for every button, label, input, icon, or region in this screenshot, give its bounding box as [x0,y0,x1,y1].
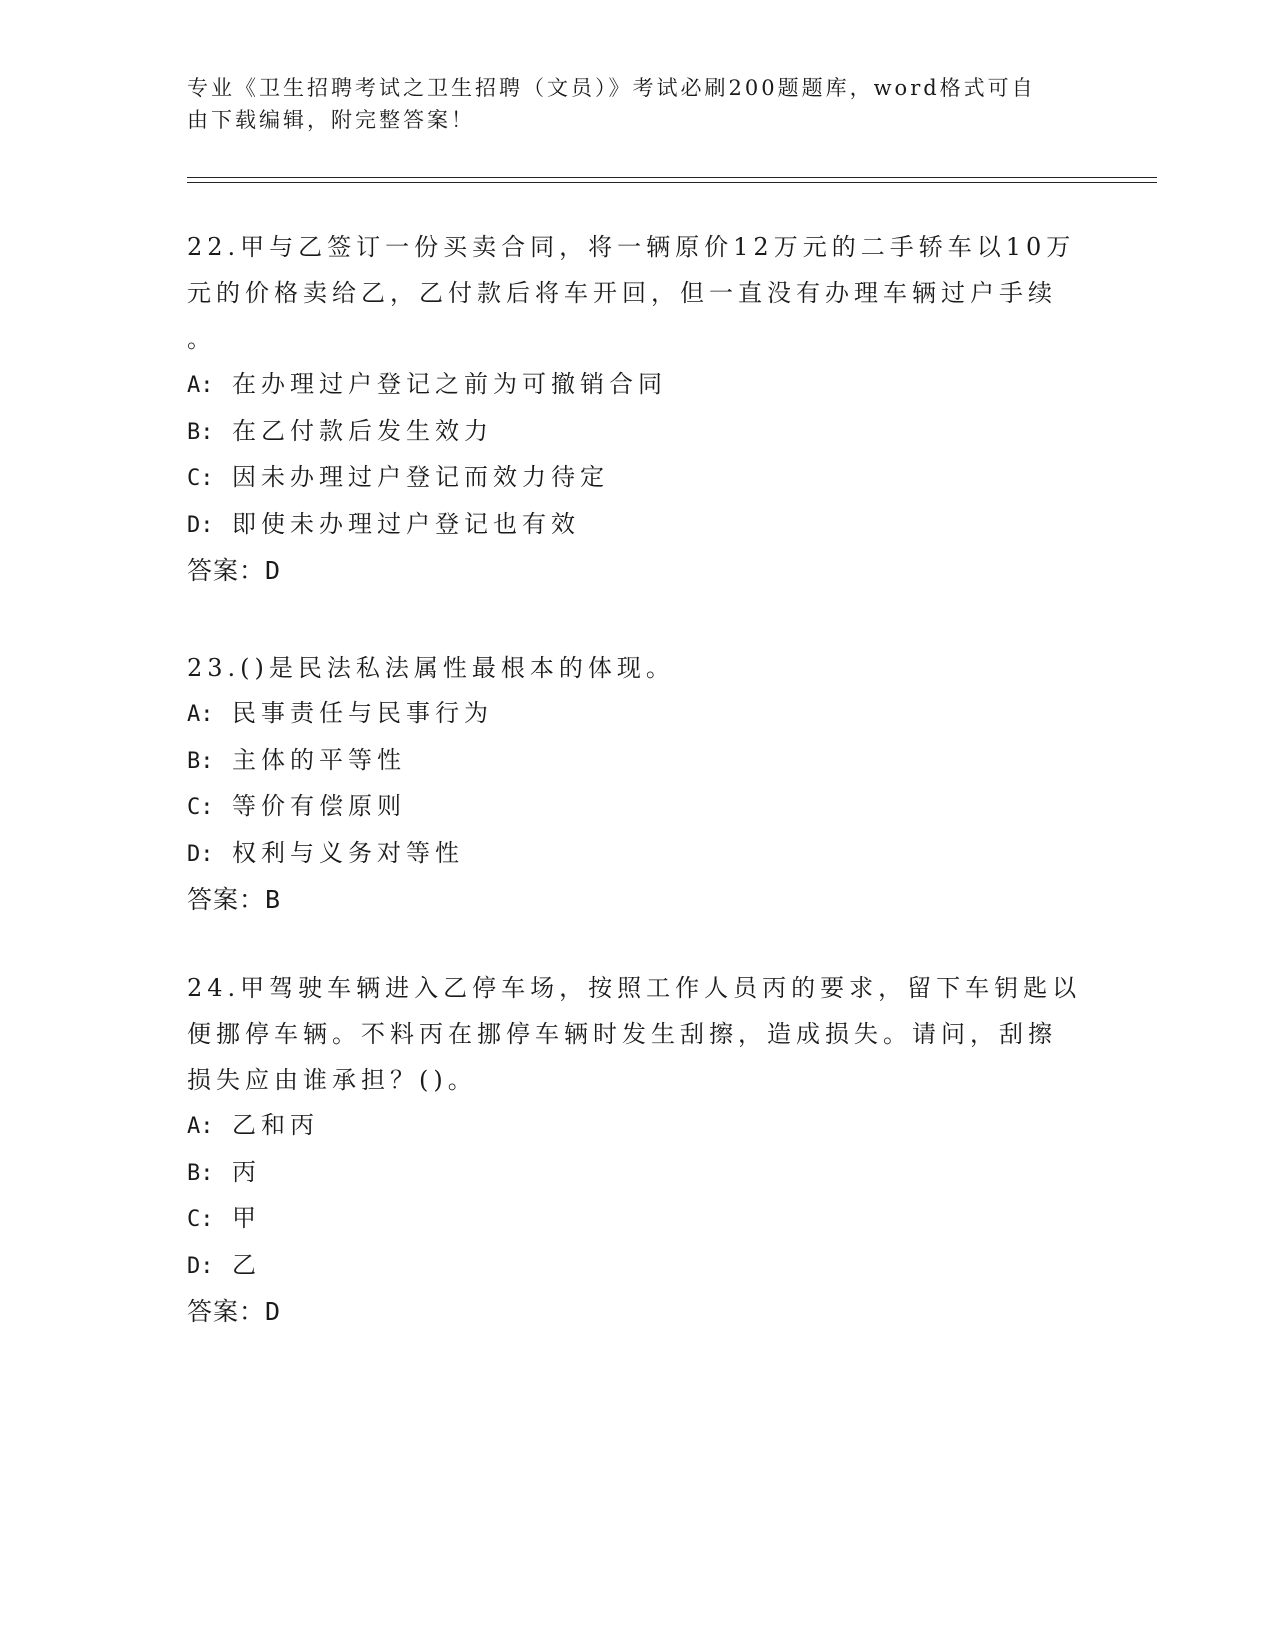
option-text: 等价有偿原则 [232,792,406,820]
question-text-line: 24.甲驾驶车辆进入乙停车场，按照工作人员丙的要求，留下车钥匙以 [187,974,1082,1002]
answer-line [187,548,1087,594]
option-letter: B: [187,419,214,445]
option-letter: B: [187,1160,214,1186]
option-text: 在乙付款后发生效力 [232,416,493,445]
question-text-line: 损失应由谁承担？()。 [187,1066,477,1094]
option-text: 民事责任与民事行为 [232,699,493,727]
option-letter: C: [187,1207,214,1232]
header-line-1: 专业《卫生招聘考试之卫生招聘（文员）》考试必刷200题题库，word格式可自 [187,76,1036,100]
answer-line [187,877,1087,923]
option-text: 甲 [232,1204,261,1232]
answer-label: 答案： [187,556,266,585]
option-text: 乙和丙 [232,1111,319,1139]
option-letter: B: [187,748,214,774]
option-d [187,1243,1087,1290]
option-b [187,738,1087,785]
header-divider-top [187,177,1157,178]
answer-label: 答案： [187,1297,266,1326]
answer-value: D [265,1297,282,1326]
answer-label: 答案： [187,885,266,914]
option-a [187,691,1087,738]
option-text: 乙 [232,1250,261,1279]
question-text-line: 便挪停车辆。不料丙在挪停车辆时发生刮擦，造成损失。请问，刮擦 [187,1020,1057,1048]
answer-value: B [265,885,282,914]
question-text-line: 23.()是民法私法属性最根本的体现。 [187,654,675,682]
question-22 [187,224,1087,594]
question-text-line: 。 [187,325,216,353]
option-letter: C: [187,466,214,491]
question-24 [187,965,1087,1335]
option-letter: C: [187,795,214,820]
option-c [187,1196,1087,1243]
answer-line [187,1289,1087,1335]
option-letter: D: [187,841,214,867]
option-text: 因未办理过户登记而效力待定 [232,463,609,491]
option-letter: D: [187,512,214,538]
option-text: 丙 [232,1157,261,1186]
option-a [187,362,1087,409]
header-line-2: 由下载编辑，附完整答案！ [187,108,475,132]
question-23 [187,645,1087,923]
option-b [187,409,1087,456]
option-text: 权利与义务对等性 [232,838,464,867]
option-text: 即使未办理过户登记也有效 [232,509,580,538]
option-c [187,784,1087,831]
option-text: 在办理过户登记之前为可撤销合同 [232,370,667,398]
option-a [187,1103,1087,1150]
option-letter: A: [187,1114,214,1139]
option-d [187,502,1087,549]
option-letter: D: [187,1253,214,1279]
answer-value: D [265,556,282,585]
option-c [187,455,1087,502]
header-divider-bottom [187,182,1157,183]
option-letter: A: [187,702,214,727]
option-d [187,831,1087,878]
question-text-line: 22.甲与乙签订一份买卖合同，将一辆原价12万元的二手轿车以10万 [187,233,1076,261]
option-text: 主体的平等性 [232,745,406,774]
document-header [187,72,1067,136]
option-b [187,1150,1087,1197]
option-letter: A: [187,373,214,398]
question-text-line: 元的价格卖给乙，乙付款后将车开回，但一直没有办理车辆过户手续 [187,279,1057,307]
